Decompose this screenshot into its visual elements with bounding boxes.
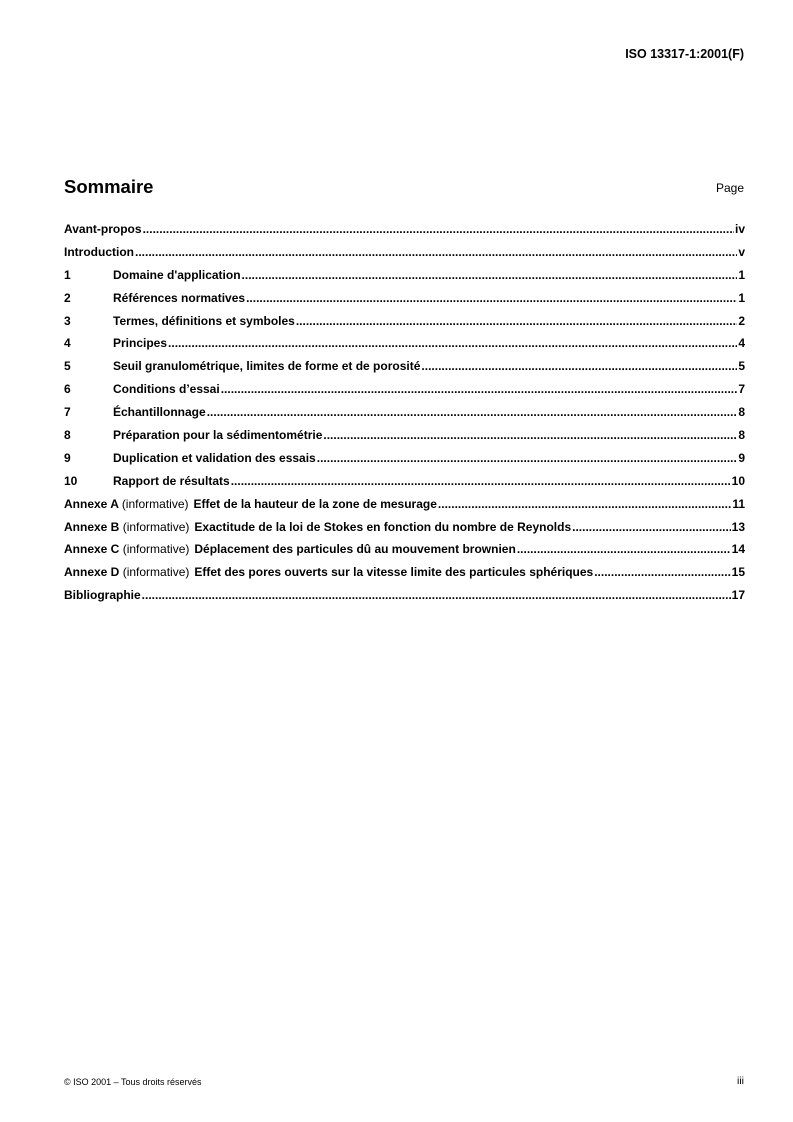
toc-entry-2[interactable] — [64, 291, 745, 314]
dot-leader — [142, 588, 731, 602]
table-of-contents — [64, 222, 745, 611]
toc-entry-page: 17 — [731, 588, 745, 603]
toc-entry-page: iv — [734, 222, 745, 236]
page-column-label: Page — [715, 181, 744, 195]
toc-entry-number: 8 — [64, 428, 71, 443]
toc-entry-page: 8 — [738, 405, 745, 420]
toc-entry-title: Rapport de résultats — [113, 473, 230, 488]
toc-entry-page: 7 — [738, 382, 745, 397]
toc-entry-title: Domaine d'application — [113, 267, 241, 282]
toc-entry-title: Exactitude de la loi de Stokes en fonction du nombre de Reynolds — [194, 519, 572, 534]
toc-entry-9[interactable] — [64, 451, 745, 474]
dot-leader — [221, 382, 738, 396]
dot-leader — [135, 245, 737, 259]
dot-leader — [517, 542, 731, 556]
toc-entry-3[interactable] — [64, 314, 745, 337]
annex-type: (informative) — [122, 542, 190, 557]
toc-entry-title: Déplacement des particules dû au mouvement brownien — [194, 542, 516, 557]
toc-entry-bibliography[interactable] — [64, 588, 745, 611]
dot-leader — [207, 405, 738, 419]
annex-label: Annexe D (informative) — [64, 565, 190, 580]
annex-label: Annexe C (informative) — [64, 542, 190, 557]
toc-entry-title: Préparation pour la sédimentométrie — [113, 428, 323, 443]
toc-entry-number: 1 — [64, 267, 71, 282]
toc-entry-introduction[interactable] — [64, 245, 745, 268]
toc-entry-annex-d[interactable] — [64, 565, 745, 588]
toc-entry-annex-b[interactable] — [64, 520, 745, 543]
toc-entry-avant-propos[interactable] — [64, 222, 745, 245]
toc-entry-page: 11 — [732, 496, 745, 511]
dot-leader — [572, 520, 731, 534]
dot-leader — [296, 314, 737, 328]
dot-leader — [421, 359, 737, 373]
toc-entry-number: 4 — [64, 336, 71, 351]
toc-entry-title: Bibliographie — [64, 588, 141, 603]
dot-leader — [317, 451, 738, 465]
toc-entry-page: 1 — [738, 290, 745, 305]
toc-entry-number: 2 — [64, 290, 71, 305]
toc-entry-title: Termes, définitions et symboles — [113, 313, 295, 328]
footer-page-number: iii — [737, 1075, 744, 1087]
dot-leader — [242, 268, 738, 282]
toc-entry-5[interactable] — [64, 359, 745, 382]
toc-entry-title: Effet des pores ouverts sur la vitesse limite des particules sphériques — [194, 565, 594, 580]
dot-leader — [168, 336, 737, 350]
toc-entry-title: Avant-propos — [64, 222, 142, 236]
dot-leader — [246, 291, 737, 305]
toc-entry-page: 5 — [738, 359, 745, 374]
toc-entry-page: 8 — [738, 428, 745, 443]
toc-entry-7[interactable] — [64, 405, 745, 428]
toc-entry-number: 3 — [64, 313, 71, 328]
toc-entry-page: 4 — [738, 336, 745, 351]
annex-type: (informative) — [121, 496, 189, 511]
toc-entry-number: 10 — [64, 473, 78, 488]
toc-entry-page: 1 — [738, 267, 745, 282]
toc-entry-4[interactable] — [64, 336, 745, 359]
toc-entry-title: Effet de la hauteur de la zone de mesurage — [193, 496, 437, 511]
toc-entry-number: 6 — [64, 382, 71, 397]
toc-entry-page: 2 — [738, 313, 745, 328]
toc-entry-annex-a[interactable] — [64, 497, 745, 520]
footer-copyright: © ISO 2001 – Tous droits réservés — [64, 1077, 202, 1087]
toc-entry-title: Échantillonnage — [113, 405, 206, 420]
annex-type: (informative) — [122, 565, 190, 580]
dot-leader — [323, 428, 737, 442]
toc-entry-title: Conditions d’essai — [113, 382, 220, 397]
toc-entry-page: 14 — [731, 542, 745, 557]
toc-entry-number: 9 — [64, 450, 71, 465]
toc-entry-annex-c[interactable] — [64, 542, 745, 565]
toc-entry-number: 5 — [64, 359, 71, 374]
toc-heading: Sommaire — [64, 176, 154, 197]
document-id: ISO 13317-1:2001(F) — [625, 47, 744, 61]
toc-entry-title: Principes — [113, 336, 168, 351]
toc-entry-title: Seuil granulométrique, limites de forme et de porosité — [113, 359, 421, 374]
toc-entry-page: 10 — [731, 473, 745, 488]
dot-leader — [143, 222, 734, 236]
toc-entry-page: 13 — [731, 519, 745, 534]
toc-entry-6[interactable] — [64, 382, 745, 405]
toc-entry-number: 7 — [64, 405, 71, 420]
toc-entry-10[interactable] — [64, 474, 745, 497]
toc-entry-title: Duplication et validation des essais — [113, 450, 316, 465]
dot-leader — [438, 497, 731, 511]
toc-entry-page: 15 — [731, 565, 745, 580]
annex-type: (informative) — [122, 519, 190, 534]
dot-leader — [231, 474, 731, 488]
annex-label: Annexe A (informative) — [64, 496, 189, 511]
toc-entry-title: Introduction — [64, 244, 134, 259]
toc-entry-1[interactable] — [64, 268, 745, 291]
toc-entry-page: v — [738, 244, 745, 259]
toc-entry-title: Références normatives — [113, 290, 246, 305]
annex-label: Annexe B (informative) — [64, 519, 190, 534]
toc-entry-page: 9 — [738, 450, 745, 465]
dot-leader — [594, 565, 730, 579]
toc-entry-8[interactable] — [64, 428, 745, 451]
